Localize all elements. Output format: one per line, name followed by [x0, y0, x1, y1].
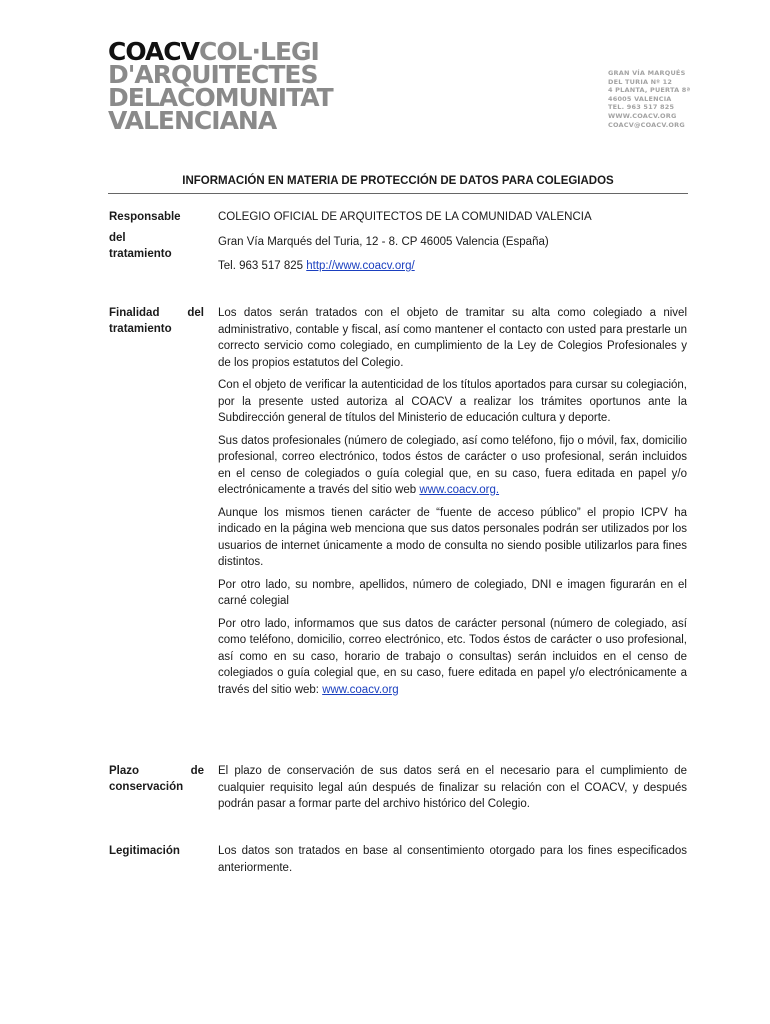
responsable-phone: Tel. 963 517 825	[218, 260, 307, 272]
label-finalidad-2: tratamiento	[109, 323, 172, 335]
label-responsable	[109, 209, 181, 263]
address-line: COACV@COACV.ORG	[608, 120, 685, 129]
coacv-link[interactable]: www.coacv.org	[322, 683, 399, 696]
section-legitimacion	[218, 843, 687, 882]
address-line: 4 PLANTA, PUERTA 8ª	[608, 86, 691, 95]
label-text: tratamiento	[109, 248, 172, 260]
logo-line-arquitectes: D'ARQUITECTES	[108, 60, 318, 89]
coacv-logo	[108, 37, 333, 135]
section-finalidad	[218, 305, 687, 704]
finalidad-paragraph: Aunque los mismos tienen carácter de “fuente de acceso público” el propio ICPV ha indicado en la página web menciona que sus datos personales podrán ser utilizados por los usuarios de internet únicamente a modo de consulta no siendo posible utilizarlos para fines distintos.	[218, 506, 687, 568]
logo-collegi: COL·LEGI	[198, 37, 319, 66]
address-line: TEL. 963 517 825	[608, 103, 675, 112]
label-plazo-2: conservación	[109, 781, 184, 793]
label-text: del	[109, 231, 126, 244]
paragraph-text: Sus datos profesionales (número de colegiado, así como teléfono, fijo o móvil, fax, domicilio profesional, correo electrónico, todos éstos de carácter o uso profesional, serán incluidos en el censo de colegiados o guía colegial que, en su caso, fuera editada en papel y/o electrónicamente a través del sitio web	[218, 434, 687, 496]
responsable-contact	[218, 258, 687, 275]
label-text: Plazo de	[109, 765, 204, 777]
header-address	[608, 69, 690, 129]
label-text: Finalidad del	[109, 307, 204, 319]
finalidad-paragraph: Por otro lado, su nombre, apellidos, número de colegiado, DNI e imagen figurarán en el carné colegial	[218, 578, 687, 607]
section-plazo	[218, 763, 687, 819]
address-line: DEL TURIA Nº 12	[608, 77, 673, 86]
logo-coacv: COACV	[108, 37, 199, 66]
logo-line-comunitat: DELACOMUNITAT	[108, 83, 333, 112]
paragraph-text: Por otro lado, informamos que sus datos de carácter personal (número de colegiado, así como teléfono, domicilio, correo electrónico, etc. Todos éstos de carácter o uso profesional, así como en su caso, horario de trabajo o consultas) serán incluidos en el censo de colegiados o guía colegial que, en su caso, fuere editada en papel y/o electrónicamente a través del sitio web:	[218, 617, 687, 696]
logo-line-valenciana: VALENCIANA	[108, 106, 277, 135]
label-plazo	[109, 763, 204, 780]
plazo-paragraph: El plazo de conservación de sus datos será en el necesario para el cumplimiento de cualquier requisito legal aún después de finalizar su relación con el COACV, y después podrán pasar a formar parte del archivo histórico del Colegio.	[218, 765, 687, 810]
label-text: Responsable	[109, 211, 181, 223]
finalidad-paragraph	[218, 616, 687, 699]
finalidad-paragraph	[218, 433, 687, 499]
label-legitimacion: Legitimación	[109, 845, 180, 857]
legitimacion-paragraph: Los datos son tratados en base al consentimiento otorgado para los fines especificados anteriormente.	[218, 845, 687, 874]
responsable-name: COLEGIO OFICIAL DE ARQUITECTOS DE LA COMUNIDAD VALENCIA	[218, 211, 592, 223]
document-title: INFORMACIÓN EN MATERIA DE PROTECCIÓN DE DATOS PARA COLEGIADOS	[182, 175, 614, 187]
title-divider	[108, 193, 688, 194]
responsable-address: Gran Vía Marqués del Turia, 12 - 8. CP 46005 Valencia (España)	[218, 235, 549, 248]
finalidad-paragraph: Los datos serán tratados con el objeto de tramitar su alta como colegiado a nivel administrativo, contable y fiscal, así como mantener el contacto con usted para prestarle un correcto servicio como colegiado, en cumplimiento de la Ley de Colegios Profesionales y de los propios estatutos del Colegio.	[218, 307, 687, 369]
address-line: 46005 VALENCIA	[608, 94, 672, 103]
coacv-website-link[interactable]: http://www.coacv.org/	[306, 260, 415, 272]
section-responsable	[218, 209, 687, 275]
address-line: GRAN VÍA MARQUÉS	[608, 69, 686, 77]
finalidad-paragraph: Con el objeto de verificar la autenticidad de los títulos aportados para cursar su colegiación, por la presente usted autoriza al COACV a realizar los trámites oportunos ante la Subdirección general de títulos del Ministerio de educación cultura y deporte.	[218, 379, 687, 424]
label-finalidad	[109, 305, 204, 322]
coacv-link[interactable]: www.coacv.org.	[419, 484, 500, 496]
address-line: WWW.COACV.ORG	[608, 111, 677, 120]
